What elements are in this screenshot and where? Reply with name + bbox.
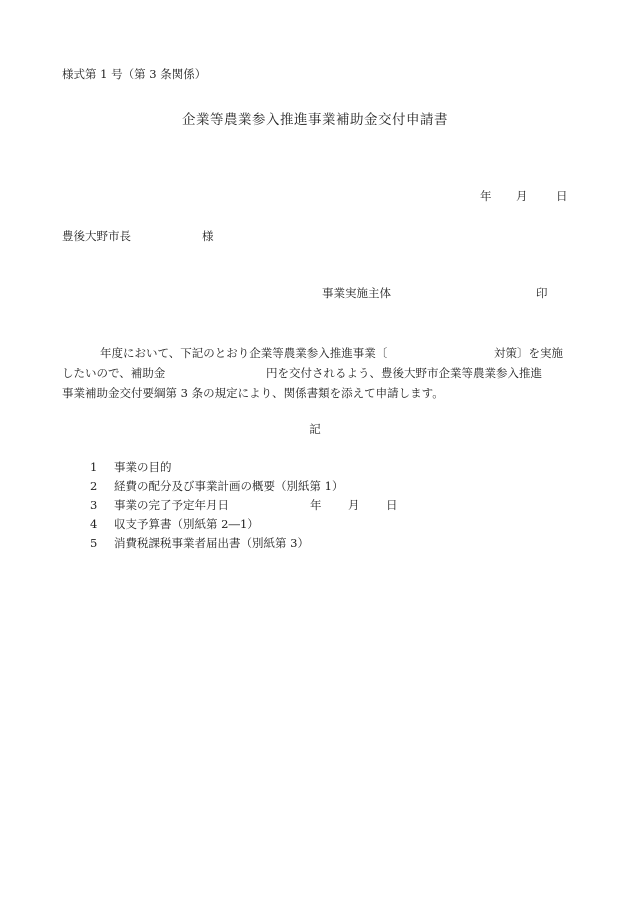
body-line-3-text: 事業補助金交付要綱第 3 条の規定により、関係書類を添えて申請します。: [62, 386, 444, 400]
ki-heading: 記: [309, 422, 321, 436]
item-number: 3: [90, 498, 98, 512]
date-year-label: 年: [480, 189, 492, 203]
body-line-2: [62, 363, 572, 383]
body-line-3: [62, 383, 572, 403]
body-line-2-part-a: したいので、補助金: [62, 366, 166, 380]
item-number: 1: [90, 460, 98, 474]
seal-label: 印: [536, 286, 548, 300]
addressee-suffix: 様: [202, 229, 214, 243]
form-number: 様式第 1 号（第 3 条関係）: [62, 67, 207, 81]
body-line-1: [62, 343, 572, 363]
body-line-1-part-a: 年度において、下記のとおり企業等農業参入推進事業〔: [100, 346, 388, 360]
body-line-2-part-b: 円を交付されるよう、豊後大野市企業等農業参入推進: [266, 366, 542, 380]
item-text: 事業の完了予定年月日: [114, 498, 229, 512]
item-text: 消費税課税事業者届出書（別紙第 3）: [114, 536, 309, 550]
addressee: 豊後大野市長: [62, 229, 131, 243]
item-number: 4: [90, 517, 98, 531]
item-number: 5: [90, 536, 98, 550]
completion-year-label: 年: [310, 498, 322, 512]
document-title: 企業等農業参入推進事業補助金交付申請書: [182, 112, 448, 128]
item-text: 経費の配分及び事業計画の概要（別紙第 1）: [114, 479, 344, 493]
completion-day-label: 日: [386, 498, 398, 512]
body-line-1-part-b: 対策〕を実施: [494, 346, 563, 360]
date-day-label: 日: [556, 189, 568, 203]
applicant-label: 事業実施主体: [322, 286, 391, 300]
completion-month-label: 月: [348, 498, 360, 512]
item-text: 収支予算書（別紙第 2―1）: [114, 517, 259, 531]
item-number: 2: [90, 479, 98, 493]
body-paragraph: [62, 343, 572, 403]
date-month-label: 月: [516, 189, 528, 203]
item-text: 事業の目的: [114, 460, 172, 474]
